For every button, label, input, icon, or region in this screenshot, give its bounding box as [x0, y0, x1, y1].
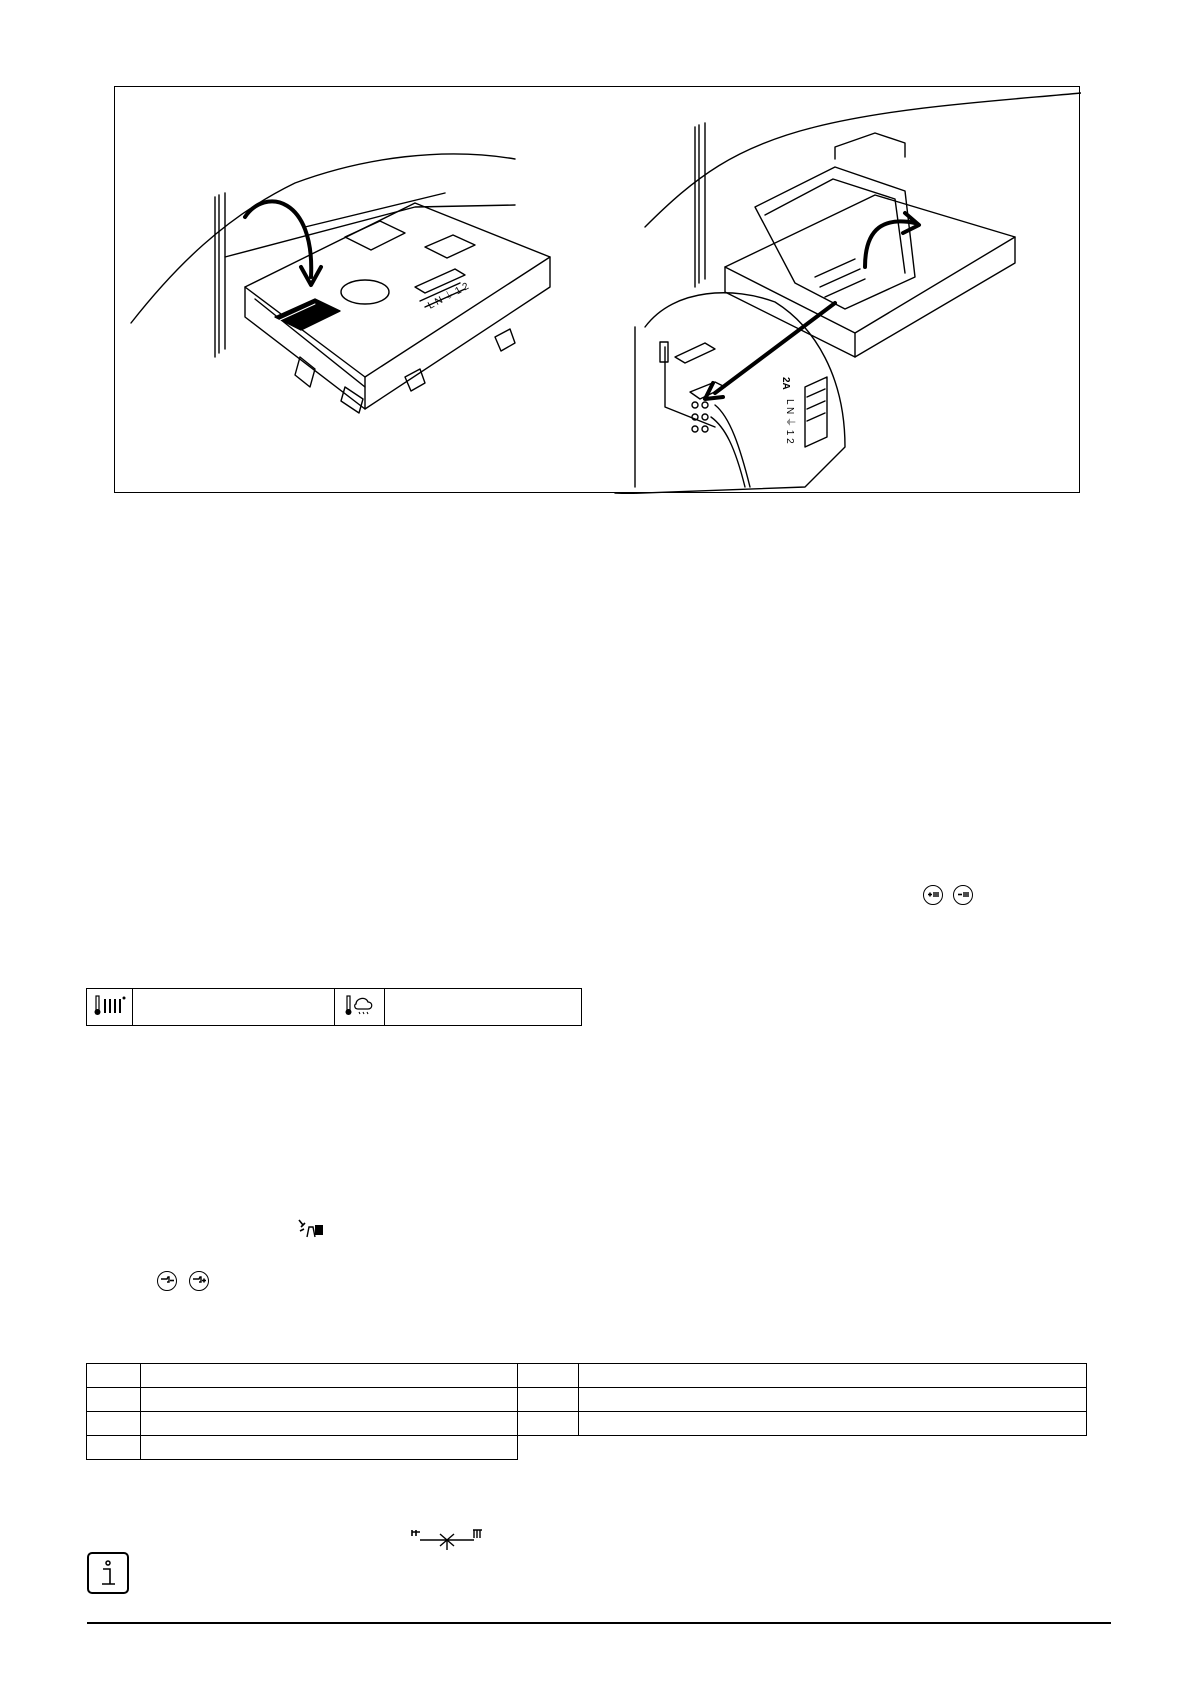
installation-illustration	[115, 87, 1081, 494]
table-cell	[87, 1388, 141, 1412]
table-row	[87, 1436, 1087, 1460]
table-cell	[87, 1412, 141, 1436]
table-row	[87, 1412, 1087, 1436]
heating-temp-icon-cell	[87, 989, 133, 1026]
outdoor-temp-cell	[385, 989, 582, 1026]
figure-frame	[114, 86, 1080, 493]
table-cell	[140, 1388, 517, 1412]
empty-cell	[517, 1436, 1086, 1460]
fuse-label: 2A	[780, 377, 791, 390]
chimney-sweep-icon	[297, 1217, 325, 1244]
table-cell	[517, 1412, 579, 1436]
radiator-thermometer-icon	[89, 992, 129, 1018]
table-cell	[579, 1388, 1087, 1412]
table-cell	[87, 1364, 141, 1388]
table-cell	[579, 1364, 1087, 1388]
tap-plus-icon	[189, 1271, 209, 1291]
three-way-valve-icon	[410, 1526, 484, 1557]
right-terminal-labels: L N ⏚ 1 2	[784, 399, 795, 444]
table-cell	[87, 1436, 141, 1460]
table-cell	[579, 1412, 1087, 1436]
table-row	[87, 1364, 1087, 1388]
symbol-table	[86, 988, 582, 1026]
tap-minus-icon	[157, 1271, 177, 1291]
heating-temp-cell	[132, 989, 334, 1026]
table-cell	[517, 1364, 579, 1388]
table-cell	[140, 1412, 517, 1436]
table-cell	[140, 1436, 517, 1460]
left-terminal-labels: L N ⏚ 1 2	[426, 280, 471, 312]
minus-radiator-icon	[953, 885, 973, 905]
left-drawing	[131, 154, 550, 413]
table-row	[87, 1388, 1087, 1412]
parameter-table	[86, 1363, 1087, 1460]
table-cell	[140, 1364, 517, 1388]
plus-radiator-icon	[923, 885, 943, 905]
table-cell	[517, 1388, 579, 1412]
footer-rule	[87, 1622, 1111, 1624]
info-icon	[87, 1552, 129, 1594]
right-drawing	[615, 93, 1081, 494]
outdoor-temp-icon-cell	[334, 989, 385, 1026]
outdoor-thermometer-icon	[342, 992, 376, 1018]
